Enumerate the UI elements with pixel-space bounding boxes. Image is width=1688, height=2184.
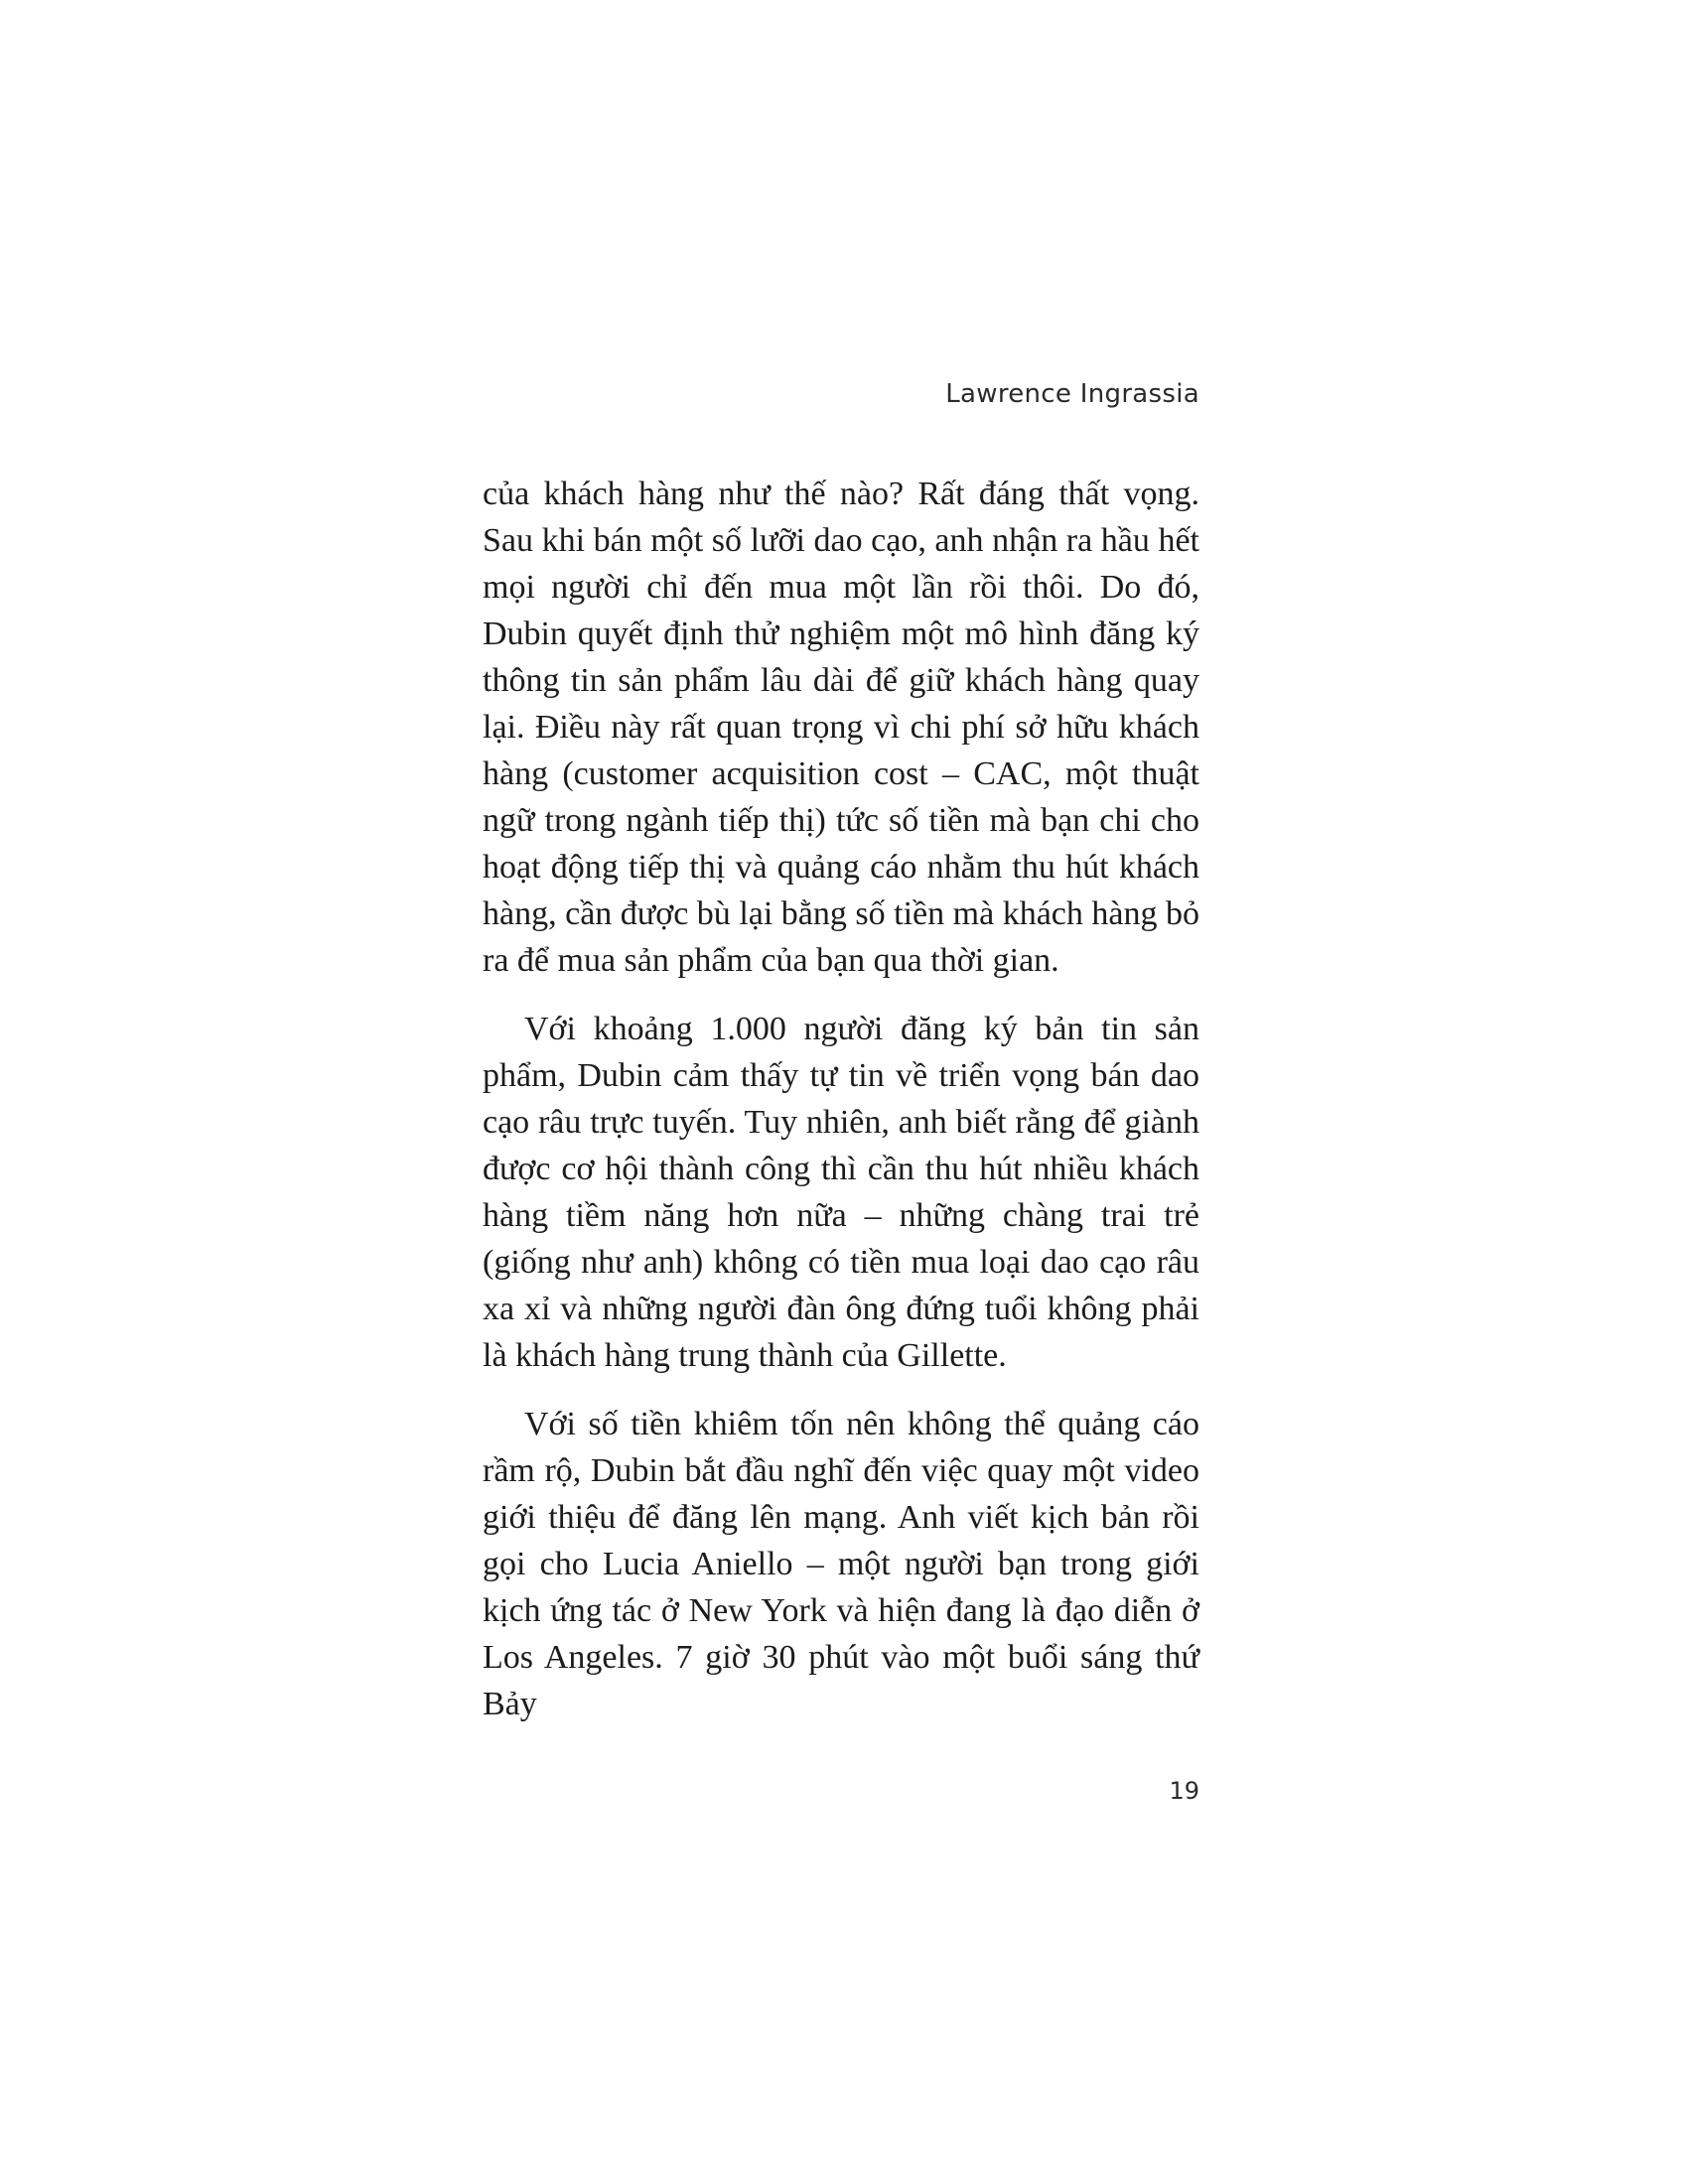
paragraph-2: Với khoảng 1.000 người đăng ký bản tin sản phẩm, Dubin cảm thấy tự tin về triển vọng bán dao cạo râu trực tuyến. Tuy nhiên, anh biết rằng để giành được cơ hội thành công thì cần thu hút nhiều khách hàng tiềm năng hơn nữa – những chàng trai trẻ (giống như anh) không có tiền mua loại dao cạo râu xa xỉ và những người đàn ông đứng tuổi không phải là khách hàng trung thành của Gillette.	[483, 1011, 1199, 1374]
page-number: 19	[1169, 1777, 1199, 1805]
body-text	[483, 471, 1199, 1727]
running-head: Lawrence Ingrassia	[945, 379, 1199, 409]
paragraph-1: của khách hàng như thế nào? Rất đáng thất vọng. Sau khi bán một số lưỡi dao cạo, anh nhận ra hầu hết mọi người chỉ đến mua một lần rồi thôi. Do đó, Dubin quyết định thử nghiệm một mô hình đăng ký thông tin sản phẩm lâu dài để giữ khách hàng quay lại. Điều này rất quan trọng vì chi phí sở hữu khách hàng (customer acquisition cost – CAC, một thuật ngữ trong ngành tiếp thị) tức số tiền mà bạn chi cho hoạt động tiếp thị và quảng cáo nhằm thu hút khách hàng, cần được bù lại bằng số tiền mà khách hàng bỏ ra để mua sản phẩm của bạn qua thời gian.	[483, 476, 1199, 979]
paragraph-3: Với số tiền khiêm tốn nên không thể quảng cáo rầm rộ, Dubin bắt đầu nghĩ đến việc quay một video giới thiệu để đăng lên mạng. Anh viết kịch bản rồi gọi cho Lucia Aniello – một người bạn trong giới kịch ứng tác ở New York và hiện đang là đạo diễn ở Los Angeles. 7 giờ 30 phút vào một buổi sáng thứ Bảy	[483, 1406, 1199, 1722]
